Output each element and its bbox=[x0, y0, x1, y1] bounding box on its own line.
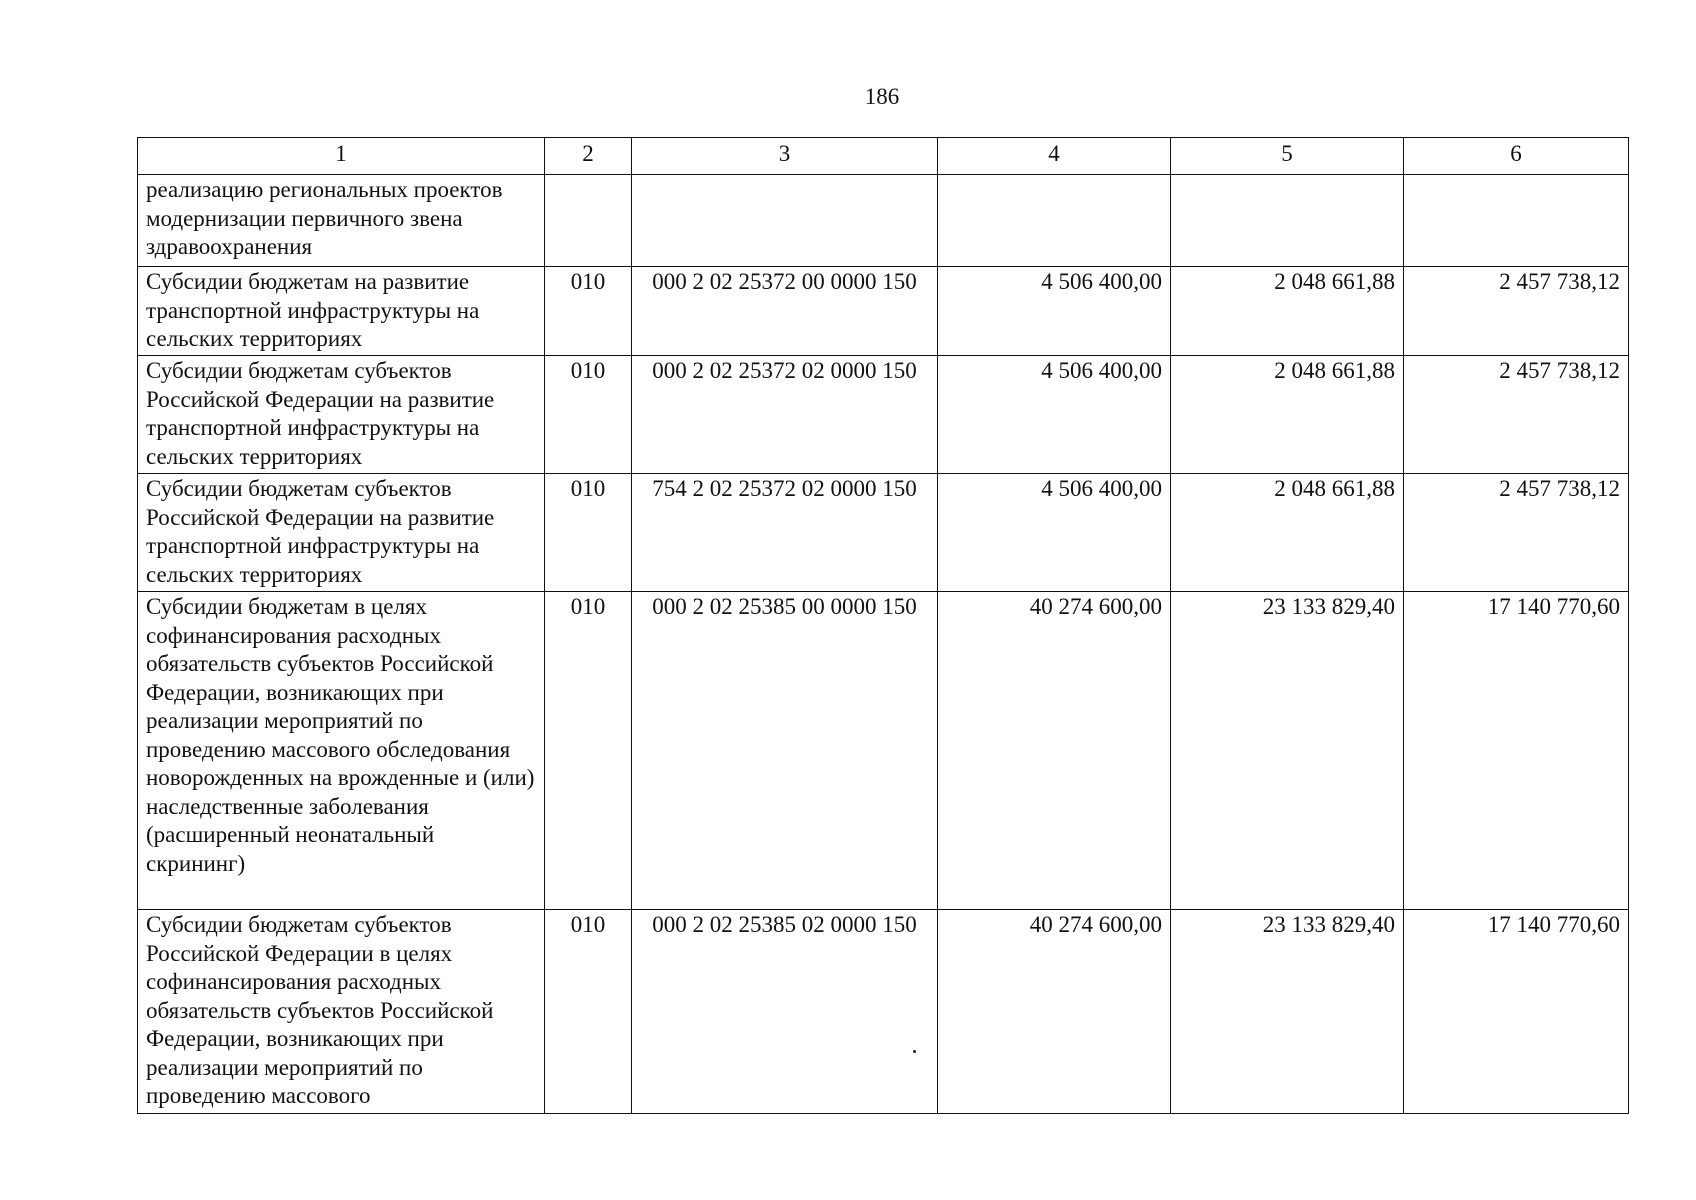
row-col6-cell bbox=[1404, 175, 1629, 267]
row-name-cell: Субсидии бюджетам субъектов Российской Федерации на развитие транспортной инфраструктуры на сельских территориях bbox=[138, 356, 545, 474]
table-row bbox=[138, 356, 1629, 474]
row-col4-cell bbox=[938, 175, 1171, 267]
row-col6-cell: 17 140 770,60 bbox=[1404, 910, 1629, 1114]
row-col5-cell bbox=[1171, 175, 1404, 267]
row-col5-cell: 23 133 829,40 bbox=[1171, 592, 1404, 910]
row-kbk-cell: 000 2 02 25372 00 0000 150 bbox=[632, 267, 938, 356]
row-col4-cell: 40 274 600,00 bbox=[938, 592, 1171, 910]
row-name-cell: Субсидии бюджетам в целях софинансирования расходных обязательств субъектов Российской Федерации, возникающих при реализации мероприятий по проведению массового обследования новорожденных на врожденные и (или) наследственные заболевания (расширенный неонатальный скрининг) bbox=[138, 592, 545, 910]
scan-speck bbox=[913, 1050, 916, 1053]
row-col5-cell: 2 048 661,88 bbox=[1171, 474, 1404, 592]
row-col6-cell: 2 457 738,12 bbox=[1404, 356, 1629, 474]
row-name-cell: Субсидии бюджетам субъектов Российской Федерации на развитие транспортной инфраструктуры на сельских территориях bbox=[138, 474, 545, 592]
column-header: 4 bbox=[938, 138, 1171, 175]
budget-table bbox=[137, 137, 1629, 1114]
row-kbk-cell: 000 2 02 25385 00 0000 150 bbox=[632, 592, 938, 910]
table-row bbox=[138, 474, 1629, 592]
row-code-cell: 010 bbox=[545, 474, 632, 592]
table-header-row bbox=[138, 138, 1629, 175]
page-number: 186 bbox=[864, 84, 900, 109]
row-col6-cell: 2 457 738,12 bbox=[1404, 474, 1629, 592]
row-col4-cell: 4 506 400,00 bbox=[938, 474, 1171, 592]
column-header: 1 bbox=[138, 138, 545, 175]
column-header: 2 bbox=[545, 138, 632, 175]
row-kbk-cell: 754 2 02 25372 02 0000 150 bbox=[632, 474, 938, 592]
row-name-cell: Субсидии бюджетам на развитие транспортной инфраструктуры на сельских территориях bbox=[138, 267, 545, 356]
column-header: 6 bbox=[1404, 138, 1629, 175]
column-header: 5 bbox=[1171, 138, 1404, 175]
row-col5-cell: 23 133 829,40 bbox=[1171, 910, 1404, 1114]
row-code-cell bbox=[545, 175, 632, 267]
column-header: 3 bbox=[632, 138, 938, 175]
row-col5-cell: 2 048 661,88 bbox=[1171, 267, 1404, 356]
row-name-cell: реализацию региональных проектов модернизации первичного звена здравоохранения bbox=[138, 175, 545, 267]
table-row bbox=[138, 910, 1629, 1114]
row-col5-cell: 2 048 661,88 bbox=[1171, 356, 1404, 474]
row-col6-cell: 2 457 738,12 bbox=[1404, 267, 1629, 356]
table-row bbox=[138, 267, 1629, 356]
row-kbk-cell: 000 2 02 25372 02 0000 150 bbox=[632, 356, 938, 474]
row-code-cell: 010 bbox=[545, 267, 632, 356]
row-col4-cell: 40 274 600,00 bbox=[938, 910, 1171, 1114]
row-code-cell: 010 bbox=[545, 910, 632, 1114]
row-name-cell: Субсидии бюджетам субъектов Российской Федерации в целях софинансирования расходных обязательств субъектов Российской Федерации, возникающих при реализации мероприятий по проведению массового bbox=[138, 910, 545, 1114]
row-code-cell: 010 bbox=[545, 592, 632, 910]
row-col4-cell: 4 506 400,00 bbox=[938, 267, 1171, 356]
table-row bbox=[138, 175, 1629, 267]
row-kbk-cell bbox=[632, 175, 938, 267]
table-row bbox=[138, 592, 1629, 910]
row-kbk-cell: 000 2 02 25385 02 0000 150 bbox=[632, 910, 938, 1114]
row-col4-cell: 4 506 400,00 bbox=[938, 356, 1171, 474]
row-col6-cell: 17 140 770,60 bbox=[1404, 592, 1629, 910]
row-code-cell: 010 bbox=[545, 356, 632, 474]
